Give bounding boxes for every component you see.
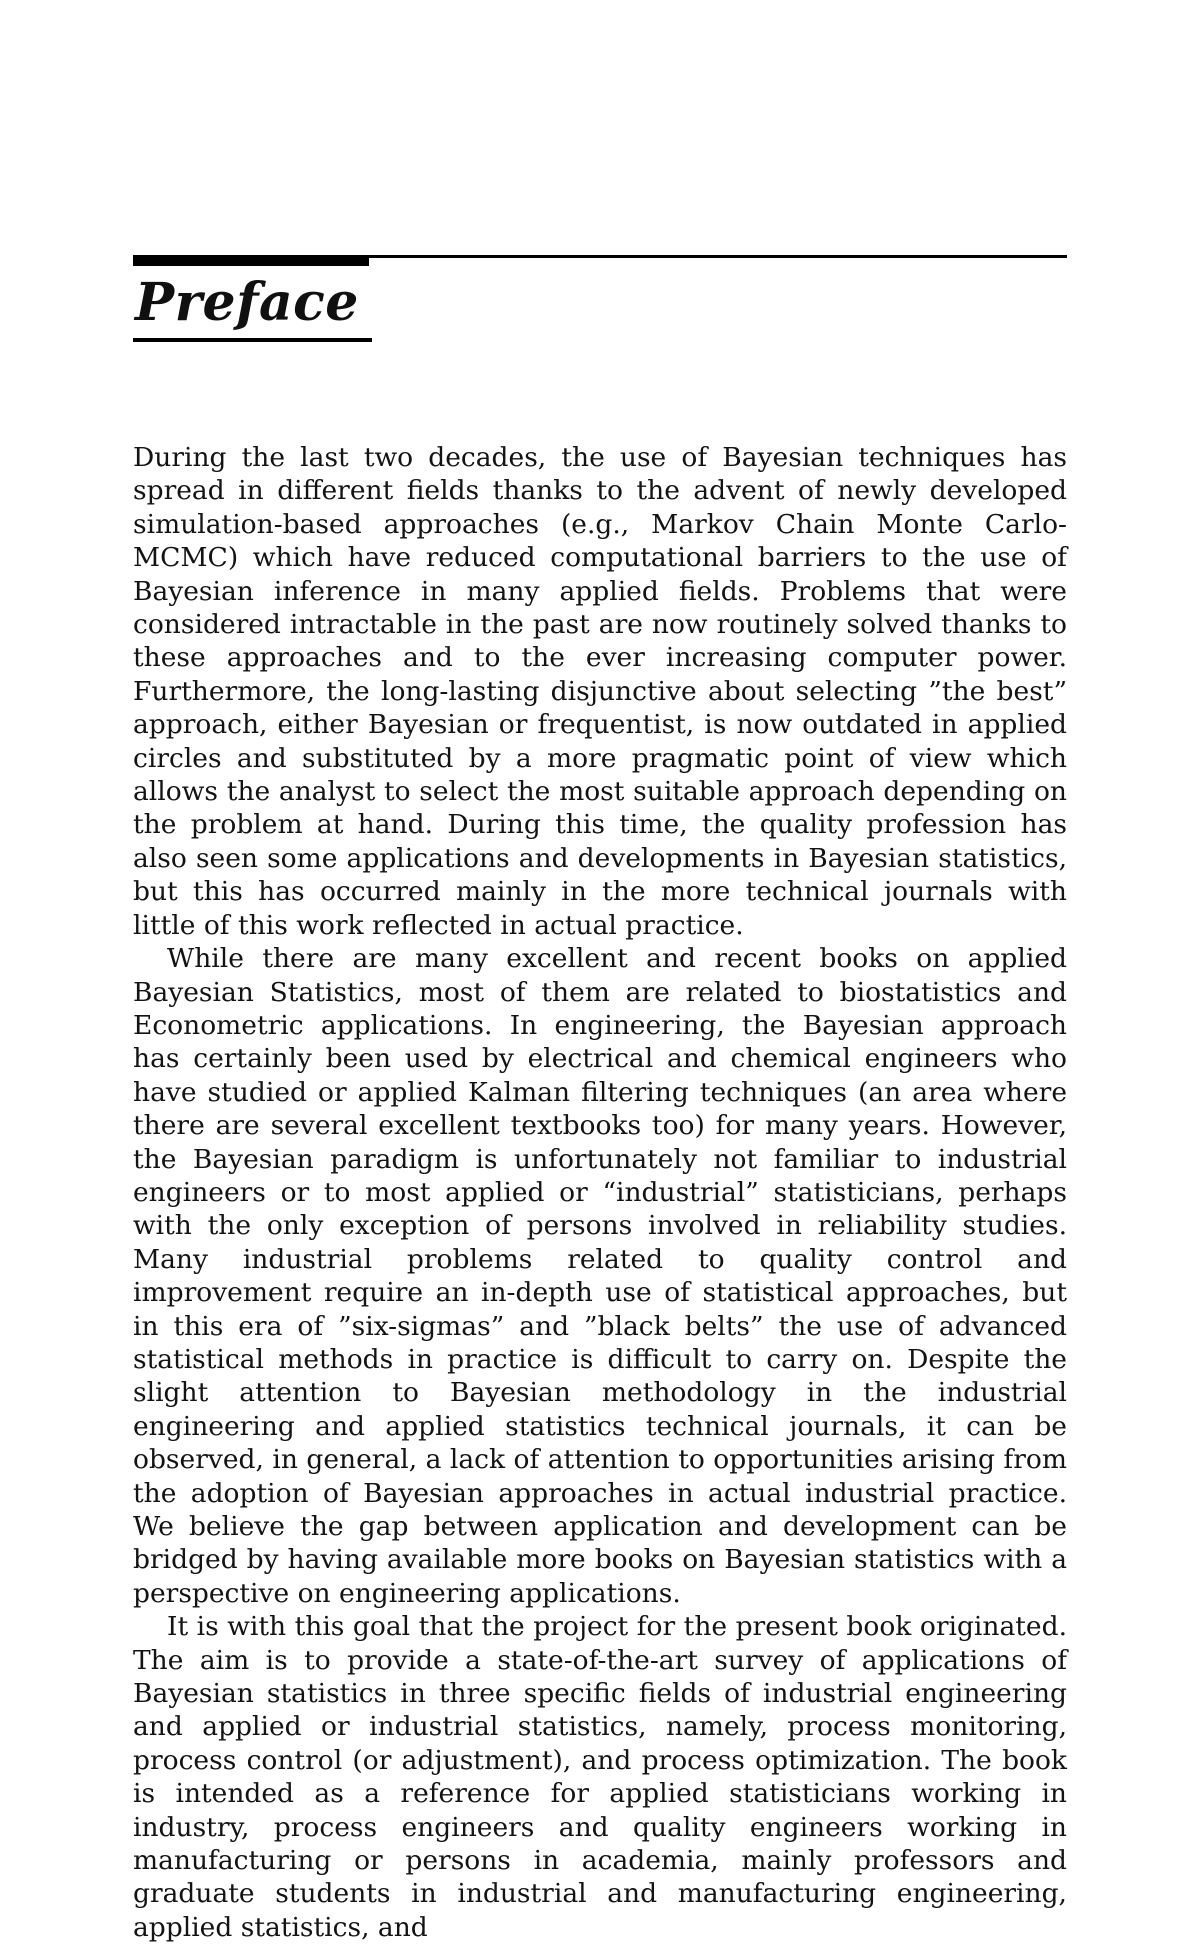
preface-body [133,441,1067,1944]
page-title: Preface [135,272,359,333]
rule-thick-segment [133,255,369,266]
chapter-header-rule [133,255,1067,266]
paragraph: While there are many excellent and recent books on applied Bayesian Statistics, most of them are related to biostatistics and Econometric applications. In engineering, the Bayesian approach has certainly been used by electrical and chemical engineers who have studied or applied Kalman filtering techniques (an area where there are several excellent textbooks too) for many years. However, the Bayesian paradigm is unfortunately not familiar to industrial engineers or to most applied or “industrial” statisticians, perhaps with the only exception of persons involved in reliability studies. Many industrial problems related to quality control and improvement require an in-depth use of statistical approaches, but in this era of ”six-sigmas” and ”black belts” the use of advanced statistical methods in practice is difficult to carry on. Despite the slight attention to Bayesian methodology in the industrial engineering and applied statistics technical journals, it can be observed, in general, a lack of attention to opportunities arising from the adoption of Bayesian approaches in actual industrial practice. We believe the gap between application and development can be bridged by having available more books on Bayesian statistics with a perspective on engineering applications. [133,943,1067,1609]
rule-thin-segment [369,255,1067,258]
title-underline [133,338,372,342]
paragraph: During the last two decades, the use of Bayesian techniques has spread in different fields thanks to the advent of newly developed simulation-based approaches (e.g., Markov Chain Monte Carlo-MCMC) which have reduced computational barriers to the use of Bayesian inference in many applied fields. Problems that were considered intractable in the past are now routinely solved thanks to these approaches and to the ever increasing computer power. Furthermore, the long-lasting disjunctive about selecting ”the best” approach, either Bayesian or frequentist, is now outdated in applied circles and substituted by a more pragmatic point of view which allows the analyst to select the most suitable approach depending on the problem at hand. During this time, the quality profession has also seen some applications and developments in Bayesian statistics, but this has occurred mainly in the more technical journals with little of this work reflected in actual practice. [133,442,1067,941]
paragraph: It is with this goal that the project for the present book originated. The aim is to provide a state-of-the-art survey of applications of Bayesian statistics in three specific fields of industrial engineering and applied or industrial statistics, namely, process monitoring, process control (or adjustment), and process optimization. The book is intended as a reference for applied statisticians working in industry, process engineers and quality engineers working in manufacturing or persons in academia, mainly professors and graduate students in industrial and manufacturing engineering, applied statistics, and [133,1611,1067,1943]
